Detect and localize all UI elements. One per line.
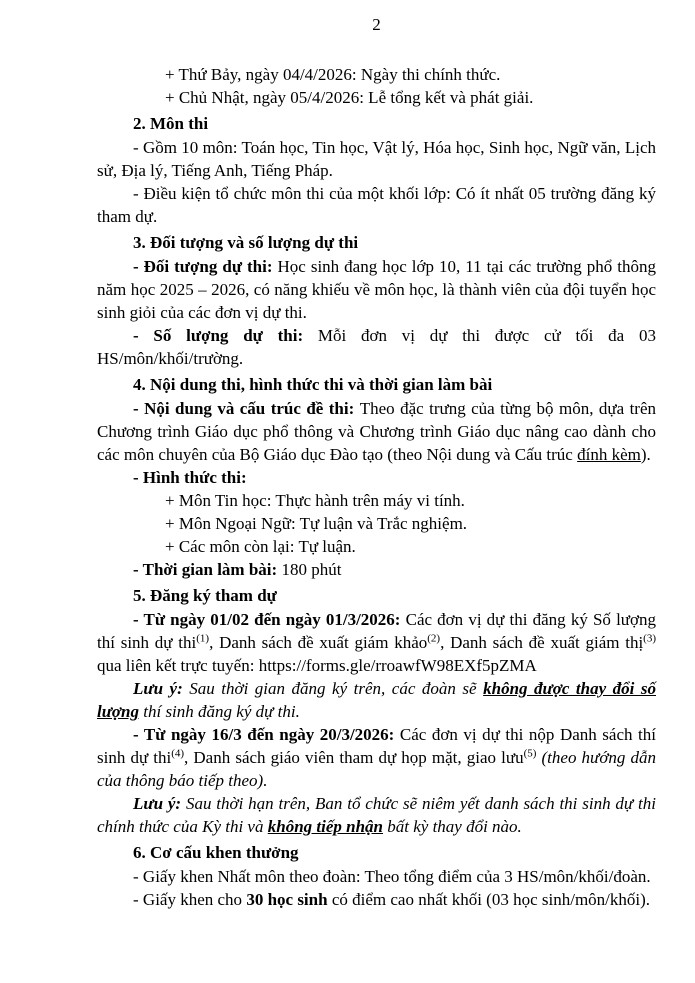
text-run: (theo hướng dẫn của thông báo tiếp theo).: [97, 748, 657, 790]
paragraph-khen-1: [97, 865, 656, 888]
text-run: đính kèm: [577, 445, 641, 464]
text-run: Sau thời gian đăng ký trên, các đoàn sẽ: [182, 679, 484, 698]
text-run: , Danh sách giáo viên tham dự họp mặt, giao lưu: [184, 748, 524, 767]
paragraph-so-luong: [97, 324, 656, 370]
text-run: 3. Đối tượng và số lượng dự thi: [133, 233, 359, 252]
text-run: không tiếp nhận: [267, 817, 383, 836]
section-heading-6: [97, 841, 656, 864]
paragraph-thoi-gian: [97, 558, 656, 581]
text-run: - Nội dung và cấu trúc đề thi:: [133, 399, 360, 418]
section-heading-2: [97, 112, 656, 135]
text-run: - Từ ngày 16/3 đến ngày 20/3/2026:: [133, 725, 400, 744]
note-luu-y-1: [97, 677, 656, 723]
footnote-marker: (5): [523, 747, 537, 760]
text-run: - Hình thức thi:: [133, 468, 247, 487]
text-run: - Điều kiện tổ chức môn thi của một khối lớp: Có ít nhất 05 trường đăng ký tham dự.: [97, 184, 656, 226]
text-run: ).: [640, 445, 651, 464]
text-run: Học sinh đang học lớp 10, 11 tại các trường phổ thông năm học 2025 – 2026, có năng khiếu về môn học, là thành viên của đội tuyển học sinh giỏi của các đơn vị dự thi.: [97, 257, 656, 322]
text-run: 6. Cơ cấu khen thưởng: [133, 843, 299, 862]
text-run: có điểm cao nhất khối (03 học sinh/môn/khối).: [327, 890, 651, 909]
text-run: Các đơn vị dự thi đăng ký Số lượng thí sinh dự thi: [97, 610, 656, 652]
footnote-marker: (4): [171, 747, 185, 760]
paragraph-condition: [97, 182, 656, 228]
text-run: + Chủ Nhật, ngày 05/4/2026: Lễ tổng kết và phát giải.: [165, 88, 534, 107]
text-run: 180 phút: [281, 560, 342, 579]
paragraph-khen-2: [97, 888, 656, 911]
text-run: Sau thời hạn trên, Ban tổ chức sẽ niêm yết danh sách thi sinh dự thi chính thức của Kỳ thi và: [97, 794, 657, 836]
paragraph-subjects: [97, 136, 656, 182]
text-run: 4. Nội dung thi, hình thức thi và thời gian làm bài: [133, 375, 493, 394]
section-heading-4: [97, 373, 656, 396]
text-run: thí sinh đăng ký dự thi.: [139, 702, 300, 721]
page-number: [97, 13, 656, 36]
text-run: Theo đặc trưng của từng bộ môn, dựa trên Chương trình Giáo dục phổ thông và Chương trình Giáo dục nâng cao dành cho các môn chuyên của Bộ Giáo dục Đào tạo (theo Nội dung và Cấu trúc: [97, 399, 657, 464]
form-link: https://forms.gle/rroawfW98EXf5pZMA: [258, 656, 537, 675]
list-item-tin-hoc: [97, 489, 656, 512]
text-run: - Đối tượng dự thi:: [133, 257, 278, 276]
footnote-marker: (1): [196, 632, 210, 645]
paragraph-doi-tuong: [97, 255, 656, 324]
text-run: Mỗi đơn vị dự thi được cử tối đa 03 HS/môn/khối/trường.: [97, 326, 656, 368]
text-run: 2: [372, 15, 381, 34]
text-run: 5. Đăng ký tham dự: [133, 586, 277, 605]
footnote-marker: (3): [643, 632, 656, 645]
text-run: + Các môn còn lại: Tự luận.: [165, 537, 356, 556]
text-run: + Thứ Bảy, ngày 04/4/2026: Ngày thi chính thức.: [165, 65, 501, 84]
text-run: - Số lượng dự thi:: [133, 326, 318, 345]
section-heading-3: [97, 231, 656, 254]
text-run: + Môn Ngoại Ngữ: Tự luận và Trắc nghiệm.: [165, 514, 468, 533]
text-run: - Từ ngày 01/02 đến ngày 01/3/2026:: [133, 610, 406, 629]
text-run: - Gồm 10 môn: Toán học, Tin học, Vật lý, Hóa học, Sinh học, Ngữ văn, Lịch sử, Địa lý, Tiếng Anh, Tiếng Pháp.: [97, 138, 656, 180]
list-item-sunday: [97, 86, 656, 109]
paragraph-dang-ky-1: [97, 608, 656, 677]
paragraph-dang-ky-2: [97, 723, 656, 792]
section-heading-5: [97, 584, 656, 607]
text-run: qua liên kết trực tuyến:: [97, 656, 259, 675]
text-run: - Giấy khen cho: [133, 890, 247, 909]
list-item-ngoai-ngu: [97, 512, 656, 535]
text-run: bất kỳ thay đổi nào.: [383, 817, 522, 836]
footnote-marker: (2): [427, 632, 441, 645]
note-luu-y-2: [97, 792, 656, 838]
text-run: Các đơn vị dự thi nộp Danh sách thí sinh dự thi: [97, 725, 657, 767]
text-run: không được thay đổi số lượng: [97, 679, 656, 721]
text-run: , Danh sách đề xuất giám khảo: [209, 633, 428, 652]
paragraph-hinh-thuc: [97, 466, 656, 489]
text-run: 2. Môn thi: [133, 114, 209, 133]
text-run: Lưu ý:: [133, 679, 183, 698]
list-item-saturday: [97, 63, 656, 86]
list-item-con-lai: [97, 535, 656, 558]
text-run: + Môn Tin học: Thực hành trên máy vi tính.: [165, 491, 465, 510]
text-run: - Thời gian làm bài:: [133, 560, 282, 579]
text-run: , Danh sách đề xuất giám thị: [440, 633, 644, 652]
paragraph-noi-dung: [97, 397, 656, 466]
text-run: Lưu ý:: [133, 794, 182, 813]
text-run: - Giấy khen Nhất môn theo đoàn: Theo tổng điểm của 3 HS/môn/khối/đoàn.: [133, 867, 651, 886]
text-run: 30 học sinh: [246, 890, 328, 909]
